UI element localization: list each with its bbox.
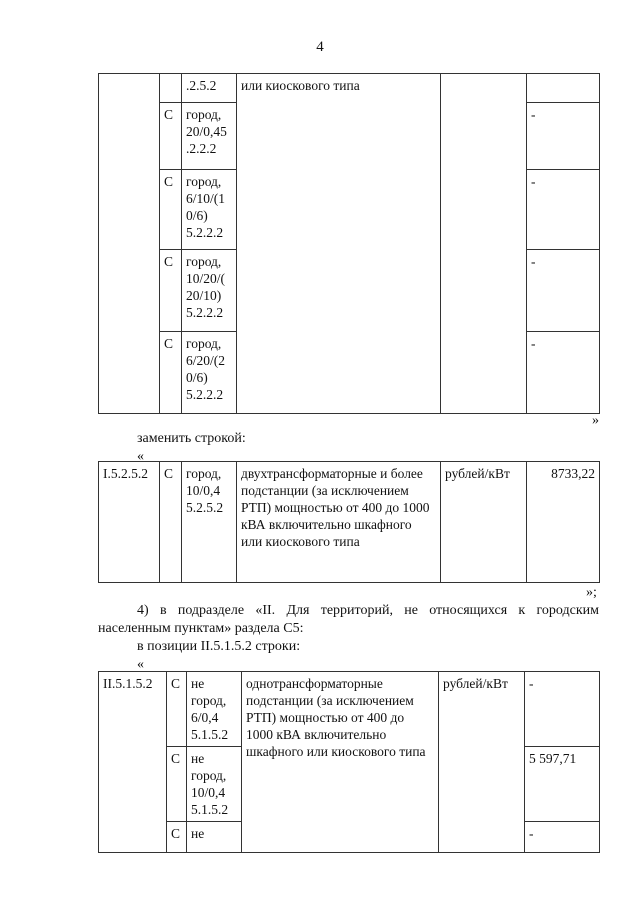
table-cell-desc: однотрансформаторные подстанции (за исключением РТП) мощностью от 400 до 1000 кВА включительно шкафного или киоскового типа bbox=[242, 672, 439, 853]
table-cell-id: II.5.1.5.2 bbox=[99, 672, 167, 853]
table-cell-id bbox=[99, 74, 160, 414]
table-cell-desc: или киоскового типа bbox=[237, 74, 441, 414]
table-cell-sub bbox=[160, 74, 182, 103]
table-cell-unit: рублей/кВт bbox=[441, 462, 527, 583]
table-cell-unit bbox=[441, 74, 527, 414]
table-cell-value: - bbox=[527, 332, 600, 414]
opening-quote: « bbox=[137, 449, 144, 464]
table-cell-value: 5 597,71 bbox=[525, 747, 600, 822]
table-cell-value: 8733,22 bbox=[527, 462, 600, 583]
replacement-row-table bbox=[98, 461, 600, 583]
opening-quote: « bbox=[137, 657, 144, 672]
table-cell-value: - bbox=[525, 672, 600, 747]
table-cell-value: - bbox=[527, 170, 600, 250]
tariff-table-continuation bbox=[98, 73, 600, 414]
table-row bbox=[99, 462, 600, 583]
table-cell-sub: С bbox=[167, 672, 187, 747]
position-rows-table bbox=[98, 671, 600, 853]
table-cell-sub: С bbox=[160, 170, 182, 250]
table-cell-code: не город, 6/0,4 5.1.5.2 bbox=[187, 672, 242, 747]
table-cell-value bbox=[527, 74, 600, 103]
page-number: 4 bbox=[316, 39, 324, 55]
table-cell-code: город, 10/20/( 20/10) 5.2.2.2 bbox=[182, 250, 237, 332]
table-cell-desc: двухтрансформаторные и более подстанции (за исключением РТП) мощностью от 400 до 1000 кВА включительно шкафного или киоскового типа bbox=[237, 462, 441, 583]
table-cell-sub: С bbox=[160, 103, 182, 170]
table-cell-code: город, 6/20/(2 0/6) 5.2.2.2 bbox=[182, 332, 237, 414]
table-cell-code: город, 10/0,4 5.2.5.2 bbox=[182, 462, 237, 583]
closing-quote: » bbox=[592, 413, 599, 428]
table-cell-code: город, 6/10/(1 0/6) 5.2.2.2 bbox=[182, 170, 237, 250]
table-cell-sub: С bbox=[160, 462, 182, 583]
table-cell-id: I.5.2.5.2 bbox=[99, 462, 160, 583]
table-cell-code: город, 20/0,45 .2.2.2 bbox=[182, 103, 237, 170]
table-row bbox=[99, 672, 600, 747]
table-row bbox=[99, 74, 600, 103]
table-cell-sub: С bbox=[167, 822, 187, 853]
table-cell-value: - bbox=[527, 103, 600, 170]
table-cell-code: не город, 10/0,4 5.1.5.2 bbox=[187, 747, 242, 822]
table-cell-code: .2.5.2 bbox=[182, 74, 237, 103]
replace-instruction: заменить строкой: bbox=[137, 431, 246, 446]
paragraph-4-line-1: 4) в подразделе «II. Для территорий, не относящихся к городским bbox=[137, 603, 599, 618]
closing-quote: »; bbox=[586, 585, 597, 600]
paragraph-4-line-2: населенным пунктам» раздела С5: bbox=[98, 621, 304, 636]
table-cell-value: - bbox=[527, 250, 600, 332]
table-cell-sub: С bbox=[160, 250, 182, 332]
table-cell-unit: рублей/кВт bbox=[439, 672, 525, 853]
table-cell-value: - bbox=[525, 822, 600, 853]
position-instruction: в позиции II.5.1.5.2 строки: bbox=[137, 639, 301, 654]
table-cell-sub: С bbox=[167, 747, 187, 822]
table-cell-sub: С bbox=[160, 332, 182, 414]
table-cell-code: не bbox=[187, 822, 242, 853]
